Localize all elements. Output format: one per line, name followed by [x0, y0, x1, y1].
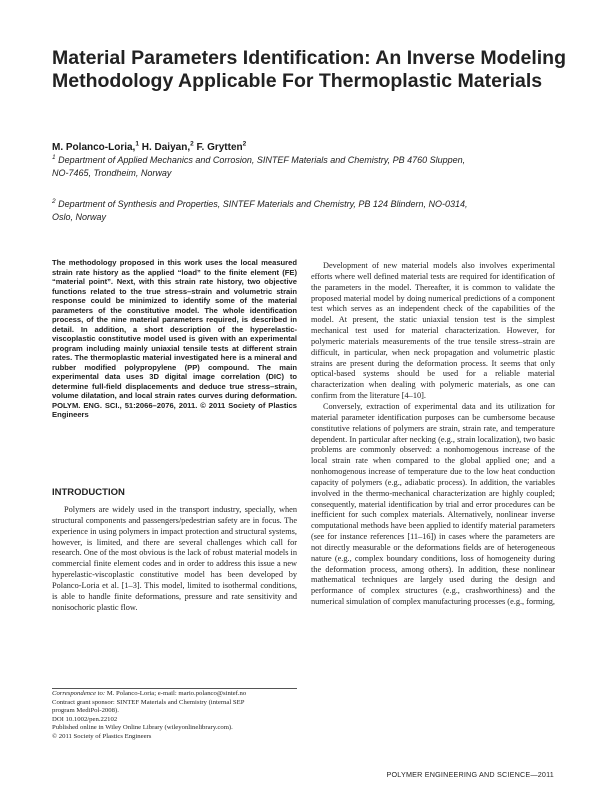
footnote-line: Contract grant sponsor: SINTEF Materials and Chemistry (internal SEP — [52, 698, 245, 706]
body-paragraph: Development of new material models also involves experimental efforts where well defined material tests are required for identification of the parameters in the model. Thereafter, it is common to validate the proposed material model by doing numerical predictions of a component test which serves as an independent check of the capabilities of the model. At present, the static uniaxial tension test is the simplest mechanical test used for material characterization. However, for polymeric materials measurements of the true tensile stress–strain are difficult, in particular, when neck propagation and volumetric plastic strains are present during the deformation process. It seems that only optical-based systems should be used for a reliable material characterization when dealing with polymeric materials, as one can confirm from the literature [4–10]. — [311, 261, 555, 401]
body-paragraph: Conversely, extraction of experimental data and its utilization for material parameter identification purposes can be cumbersome because constitutive relations of polymers are strain, strain rate, and temperature dependent. In particular after necking (e.g., strain localization), two basic problems are commonly observed: a nonhomogenous increase of the local strain rate when compared to the global applied one; and a nonhomogenous increase of temperature due to the low heat conduction capacity of polymers (e.g., adiabatic process). In addition, the variables involved in the thermo-mechanical characterization are highly coupled; consequently, material identification by trial and error procedures can be inefficient for such complex materials. Alternatively, nonlinear inverse computational methods have been applied to identify material parameters (see for instance references [11–16]) in cases where the parameters are not directly measurable or the deformations fields are of heterogeneous nature (e.g., complex boundary conditions, loss of homogeneity during the deformation process, among others). In addition, these nonlinear mathematical techniques are largely used during the design and performance of complex structures (e.g., crashworthiness) and the numerical simulation of complex manufacturing processes (e.g., forming, — [311, 401, 555, 607]
footnote-line: © 2011 Society of Plastics Engineers — [52, 732, 152, 740]
affiliation-marker: 1 — [52, 154, 56, 161]
author-name: M. Polanco-Loria, — [52, 142, 136, 153]
section-heading-introduction: INTRODUCTION — [52, 487, 125, 498]
author-affil-marker: 2 — [190, 140, 194, 148]
author-affil-marker: 1 — [135, 140, 139, 148]
footnote-line: program MediPol-2008). — [52, 707, 119, 715]
running-footer: POLYMER ENGINEERING AND SCIENCE—2011 — [386, 770, 554, 779]
affiliation — [52, 154, 482, 180]
correspondence-note — [52, 690, 297, 699]
footnote-divider — [52, 688, 297, 689]
correspondence-label: Correspondence to: — [52, 690, 106, 697]
author-list — [52, 141, 572, 154]
affiliation-text: Department of Applied Mechanics and Corrosion, SINTEF Materials and Chemistry, PB 4760 Sluppen, NO-7465, Trondheim, Norway — [52, 155, 466, 178]
correspondence-text: M. Polanco-Loria; e-mail: mario.polanco@sintef.no — [106, 690, 247, 697]
footnotes — [52, 690, 297, 742]
affiliation-text: Department of Synthesis and Properties, SINTEF Materials and Chemistry, PB 124 Blindern, NO-0314, Oslo, Norway — [52, 199, 468, 222]
affiliation — [52, 198, 482, 224]
author-affil-marker: 2 — [242, 140, 247, 148]
article-title: Material Parameters Identification: An Inverse Modeling Methodology Applicable For Thermoplastic Materials — [52, 47, 566, 92]
footnote-line: Published online in Wiley Online Library (wileyonlinelibrary.com). — [52, 724, 233, 732]
author-name: F. Grytten — [196, 142, 243, 153]
affiliation-marker: 2 — [52, 198, 56, 205]
footnote-line: DOI 10.1002/pen.22102 — [52, 715, 118, 723]
author-name: H. Daiyan, — [141, 142, 191, 153]
abstract: The methodology proposed in this work uses the local measured strain rate history as the applied “load” to the finite element (FE) “material point”. Next, with this strain rate history, two objective functions related to the true stress–strain and volumetric strain response could be minimized to identify some of the material parameters of the constitutive model. The whole identification process, of the nine material parameters required, is described in detail. In addition, a short description of the hyperelastic-viscoplastic constitutive model used is given with an experimental program including mainly uniaxial tensile tests at different strain rates. The thermoplastic material investigated here is a mineral and rubber modified polypropylene (PP) compound. The main experimental data uses 3D digital image correlation (DIC) to determine full-field displacements and deduce true stress–strain, volume dilatation, and local strain rates curves during deformation. POLYM. ENG. SCI., 51:2066–2076, 2011. © 2011 Society of Plastics Engineers — [52, 258, 297, 419]
introduction-paragraph: Polymers are widely used in the transport industry, specially, when structural components and passengers/pedestrian safety are in focus. The experience in using polymers in impact protection and structural systems, however, is limited, and there are several challenges which call for research. One of the most obvious is the lack of robust material models in commercial finite element codes and in order to address this issue a new hyperelastic-viscoplastic constitutive model has been developed by Polanco-Loria et al. [1–3]. This model, limited to isothermal conditions, is able to handle finite deformations, pressure and rate sensitivity and nonisochoric plastic flow. — [52, 505, 297, 612]
right-column — [311, 261, 555, 608]
